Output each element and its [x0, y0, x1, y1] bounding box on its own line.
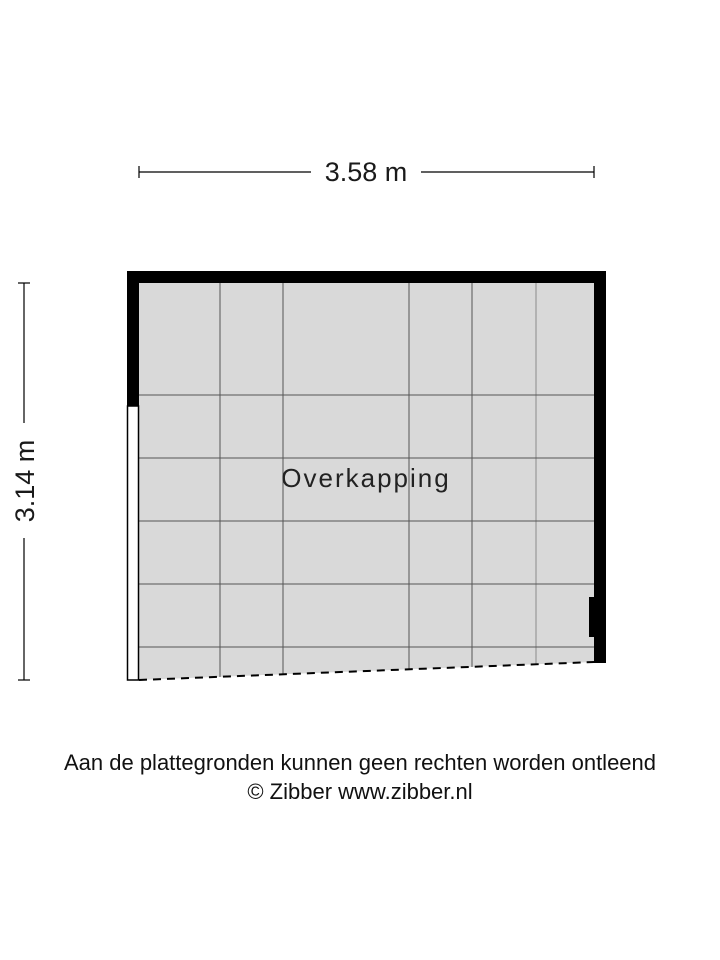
right-wall: [594, 271, 606, 663]
top-wall: [127, 271, 606, 283]
width-dimension-label: 3.58 m: [324, 157, 408, 187]
copyright-text: © Zibber www.zibber.nl: [247, 779, 473, 804]
left-wall-opening: [128, 406, 139, 680]
room-label: Overkapping: [281, 463, 451, 493]
height-dimension-label: 3.14 m: [10, 439, 40, 523]
left-wall-upper: [127, 271, 139, 406]
disclaimer-text: Aan de plattegronden kunnen geen rechten worden ontleend: [63, 750, 657, 775]
right-wall-stub: [589, 597, 595, 637]
